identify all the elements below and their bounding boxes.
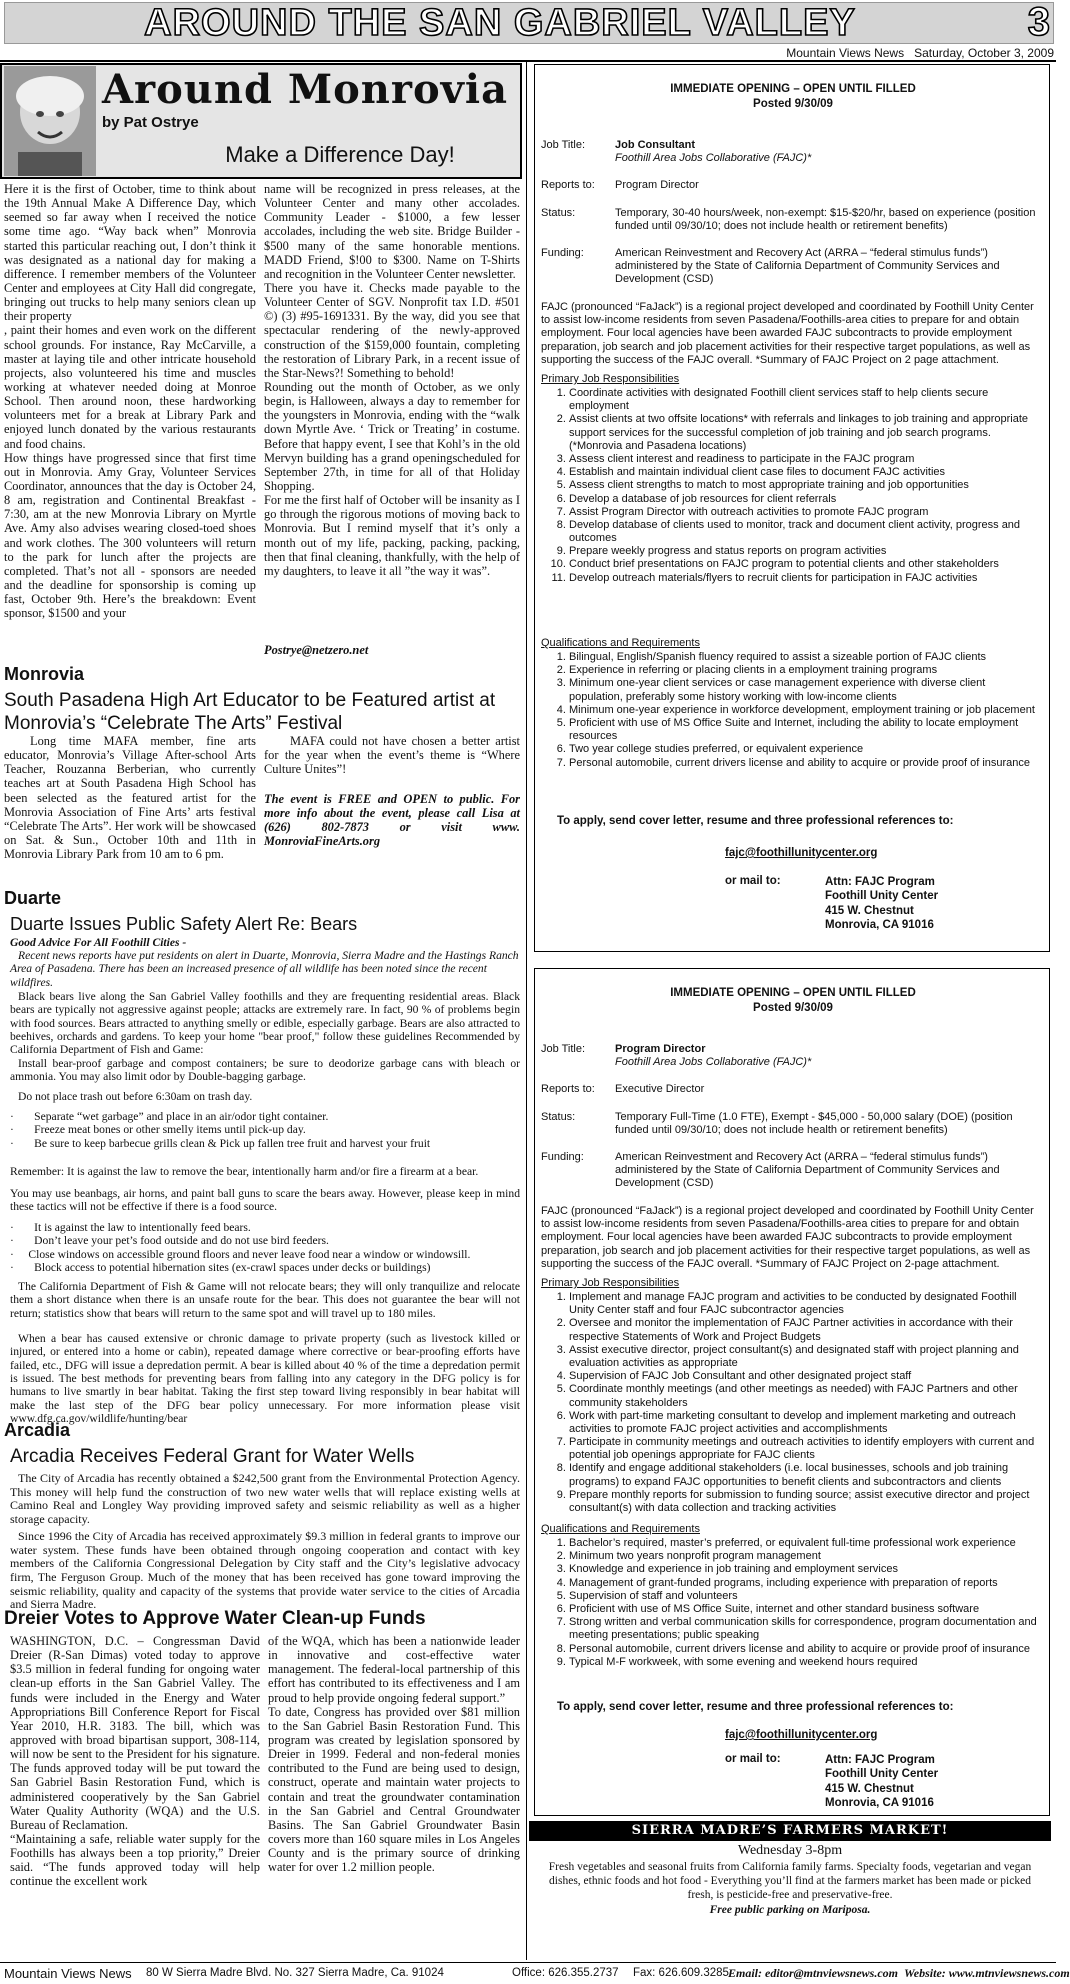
farmers-market-title: SIERRA MADRE’S FARMERS MARKET! bbox=[529, 1821, 1051, 1841]
dreier-text-2: of the WQA, which has been a nationwide leader in innovative and cost-effective water management. The federal-local partnership of this effort has contributed to its effectiveness and I am proud to help provide ongoing federal support.” To date, Congress has provided over $81 million to the San Gabriel Basin Restoration Fund. This program was created by legislation sponsored by Dreier in 1999. Federal and non-federal monies contributed to the Fund are being used to design, construct, operate and maintain water projects to contain and treat the groundwater contamination in the San Gabriel and Central Groundwater Basins. The San Gabriel Groundwater Basin covers more than 160 square miles in Los Angeles County and is the primary source of drinking water for over 1.2 million people. bbox=[268, 1634, 520, 1875]
arcadia-headline: Arcadia Receives Federal Grant for Water Wells bbox=[10, 1446, 415, 1467]
section-monrovia: Monrovia bbox=[4, 664, 85, 684]
list-item: · Separate “wet garbage” and place in an air/odor tight container. bbox=[10, 1110, 329, 1123]
list-item: 3. Knowledge and experience in job training and employment services bbox=[569, 1563, 1041, 1576]
issue-date: Saturday, October 3, 2009 bbox=[914, 46, 1054, 60]
qualifications-heading: Qualifications and Requirements bbox=[541, 637, 700, 649]
list-item: 2. Minimum two years nonprofit program management bbox=[569, 1550, 1041, 1563]
page-footer bbox=[0, 1962, 1070, 1982]
reports-to-row: Reports to: Program Director bbox=[541, 179, 699, 191]
bear-paragraph-1: Black bears live along the San Gabriel Valley foothills and they are frequenting residential areas. Black bears are typically not aggressive against people; attacks are extremely rare. In fact, 90 % of problems begin with food sources. Bears attracted to anything smelly or edible, especially garbage. Bears are also attracted to beehives, orchards and gardens. To keep your home "bear proof," follow these guidelines Recommended by California Department of Fish and Game: bbox=[10, 990, 520, 1057]
section-arcadia: Arcadia bbox=[4, 1420, 71, 1440]
footer-email-link[interactable]: editor@mtnviewsnews.com bbox=[765, 1966, 898, 1980]
list-item: 5. Supervision of staff and volunteers bbox=[569, 1590, 1041, 1603]
job-title-row: Job Title: Job Consultant Foothill Area Jobs Collaborative (FAJC)* bbox=[541, 139, 812, 165]
list-item: 9. Typical M-F workweek, with some evening and weekend hours required bbox=[569, 1656, 1041, 1669]
bear-paragraph-6: The California Department of Fish & Game will not relocate bears; they will only tranquilize and relocate them a short distance when there is an unsafe route for the bear. This does not guarantee the bear will not return; statistics show that bears will return to the same spot and will travel up to 180 miles. bbox=[10, 1280, 520, 1320]
art-educator-text-1: Long time MAFA member, fine arts educator, Monrovia’s Village After-school Arts Teacher, Rouzanna Berberian, who currently teaches art at South Pasadena High School has been selected as the featured artist for the Monrovia Association of Fine Arts’ arts festival “Celebrate The Arts”. Her work will be showcased on Sat. & Sun., October 10th and 11th in Monrovia Library Park from 10 am to 6 pm. bbox=[4, 734, 256, 862]
bear-paragraph-7: When a bear has caused extensive or chronic damage to private property (such as livestock killed or injured, or entered into a home or cabin), repeated damage where corrective or bear-proofing efforts have failed, etc., DFG will issue a depredation permit. A bear is killed about 40 % of the time a depredation permit is issued. The best methods for preventing bears from falling into any category in the DFG policy is for humans to live smartly in bear habitat. Taking the first step toward living responsibly in bear habitat will make the last step of the DFG bear policy unnecessary. For more information please visit www.dfg.ca.gov/wildlife/hunting/bear bbox=[10, 1332, 520, 1425]
monrovia-column-text-2: name will be recognized in press releases, at the Volunteer Center and many other accolades. Community Leader - $1000, a few lesser accolades, including the web site. Bridge Builder - $500 many of the same honorable mentions. MADD Friend, $!00 to $300. Name on T-Shirts and recognition in the Volunteer Center newsletter. There you have it. Checks made payable to the Volunteer Center of SGV. Nonprofit tax I.D. #501 ©) (3) #95-1691331. By the way, did you see that spectacular rendering of the newly-approved construction of the $159,000 fountain, completing the restoration of Library Park, in a recent issue of the Star-News?! Something to behold! Rounding out the month of October, as we only begin, is Halloween, always a day to remember for the youngsters in Monrovia, ending with the “walk down Myrtle Ave. ‘ Trick or Treating’ in costume. Before that happy event, I see that Kohl’s in the old Mervyn building has a grand openingscheduled for September 27th, in time for all of that Holiday Shopping. For me the first half of October will be insanity as I go through the rigorous motions of moving back to Monrovia. But I remind myself that it’s only a month out of my life, packing, packing, packing, then that final cleaning, thankfully, with the help of my daughters, to leave it all ”the way it was”. bbox=[264, 182, 520, 578]
footer-fax: Fax: 626.609.3285 bbox=[633, 1967, 729, 1979]
list-item: 3. Minimum one-year client services or case management experience with diverse client population, preferably some history working with low-income clients bbox=[569, 677, 1041, 703]
list-item: 3. Assist executive director, project consultant(s) and designated staff with project planning and evaluation activities as appropriate bbox=[569, 1344, 1041, 1370]
bear-paragraph-5: You may use beanbags, air horns, and paint ball guns to scare the bears away. However, please keep in mind these tactics will not be effective if there is a food source. bbox=[10, 1187, 520, 1214]
list-item: 8. Identify and engage additional stakeholders (i.e. local businesses, schools and job training programs) to expand FAJC opportunities to benefit clients and subcontractors and clients bbox=[569, 1462, 1041, 1488]
bear-paragraph-4: Remember: It is against the law to remove the bear, intentionally harm and/or fire a firearm at a bear. bbox=[10, 1165, 479, 1178]
list-item: · Be sure to keep barbecue grills clean & Pick up fallen tree fruit and harvest your fruit bbox=[10, 1136, 431, 1150]
column-byline: by Pat Ostrye bbox=[102, 114, 199, 131]
job-title-row: Job Title: Program Director Foothill Area Jobs Collaborative (FAJC)* bbox=[541, 1043, 812, 1069]
list-item: · Don’t leave your pet’s food outside and do not use bird feeders. bbox=[10, 1234, 329, 1248]
footer-website-link[interactable]: www.mtnviewsnews.com bbox=[948, 1966, 1070, 1980]
arcadia-paragraph-2: Since 1996 the City of Arcadia has received approximately $9.3 million in federal grants to improve our water system. These funds have been obtained through ongoing cooperation and contact with key members of the California Congressional Delegation by City staff and the City’s legislative advocacy firm, The Ferguson Group. Much of the money that has been received has gone toward improving the seismic reliability, quality and capacity of the systems that provide water service to the cities of Arcadia and Sierra Madre. bbox=[10, 1529, 520, 1612]
list-item: 6. Work with part-time marketing consultant to develop and implement marketing and outreach activities to promote FAJC project activities and accomplishments bbox=[569, 1410, 1041, 1436]
list-item: 2. Assist clients at two offsite locations* with referrals and linkages to job training and appropriate support services for the successful completion of job training and job search programs. (*Monrovia and Pasadena locations) bbox=[569, 413, 1041, 453]
list-item: 7. Personal automobile, current drivers license and ability to acquire or provide proof of insurance bbox=[569, 757, 1041, 770]
footer-office: Office: 626.355.2737 bbox=[512, 1967, 619, 1979]
section-duarte: Duarte bbox=[4, 888, 62, 908]
farmers-market-parking: Free public parking on Mariposa. bbox=[709, 1904, 871, 1916]
monrovia-column-text-1: Here it is the first of October, time to think about the 19th Annual Make A Difference Day, which seemed so far away when I received the notice some time ago. “Way back when” Monrovia started this particular reaching out, I don’t think it was designated as a national day for making a difference. I remember members of the Volunteer Center and employees at City Hall did congregate, bringing out trucks to help many seniors clean up their property , paint their homes and even work on the different school grounds. For instance, Ray McCarville, a master at laying tile and other intricate household projects, also volunteered his time and muscles working at whatever needed doing at Monroe School. Then around noon, these hardworking volunteers met for a break at Library Park and enjoyed lunch donated by the various restaurants and food chains. How things have progressed since that first time out in Monrovia. Amy Gray, Volunteer Services Coordinator, announces that the day is October 24, 8 am, registration and Continental Breakfast - 7:30, am at the new Monrovia Library on Myrtle Ave. Amy also advises wearing closed-toed shoes and work clothes. The 300 volunteers will return to the park for lunch after the projects are completed. That’s not all - sponsors are needed and the deadline for sponsorship is coming up fast, October 9th. Here’s the breakdown: Event sponsor, $1500 and your bbox=[4, 182, 256, 621]
list-item: · Block access to potential hibernation sites (ex-crawl spaces under decks or buildings) bbox=[10, 1260, 431, 1274]
list-item: 3. Assess client interest and readiness to participate in the FAJC program bbox=[569, 453, 1041, 466]
list-item: 5. Assess client strengths to match to most appropriate training and job opportunities bbox=[569, 479, 1041, 492]
list-item: 1. Coordinate activities with designated Foothill client services staff to help clients secure employment bbox=[569, 387, 1041, 413]
list-item: 9. Prepare weekly progress and status reports on program activities bbox=[569, 545, 1041, 558]
or-mail-label: or mail to: bbox=[725, 1753, 781, 1765]
job-title: Program Director bbox=[615, 1043, 706, 1055]
column-divider bbox=[526, 62, 527, 1960]
bear-paragraph-3: Do not place trash out before 6:30am on trash day. bbox=[18, 1090, 253, 1103]
apply-email-link[interactable]: fajc@foothillunitycenter.org bbox=[725, 1729, 878, 1741]
list-item: 1. Bachelor’s required, master’s preferred, or equivalent full-time professional work experience bbox=[569, 1537, 1041, 1550]
ad-posted: Posted 9/30/09 bbox=[753, 1002, 833, 1014]
apply-email-link[interactable]: fajc@foothillunitycenter.org bbox=[725, 847, 878, 859]
list-item: 7. Strong written and verbal communication skills for correspondence, program documentation and meeting presentations; public speaking bbox=[569, 1616, 1041, 1642]
list-item: 6. Two year college studies preferred, or equivalent experience bbox=[569, 743, 1041, 756]
list-item: 4. Minimum one-year experience in workforce development, employment training or job placement bbox=[569, 704, 1041, 717]
art-event-info: The event is FREE and OPEN to public. For more info about the event, please call Lisa at (626) 802-7873 or visit www. MonroviaFineArts.org bbox=[264, 792, 520, 849]
funding-row: Funding: American Reinvestment and Recovery Act (ARRA – “federal stimulus funds”) administered by the State of California Department of Community Services and Development (CSD) bbox=[541, 247, 1000, 286]
list-item: 6. Proficient with use of MS Office Suite, internet and other standard business software bbox=[569, 1603, 1041, 1616]
responsibilities-heading: Primary Job Responsibilities bbox=[541, 373, 680, 385]
dreier-headline: Dreier Votes to Approve Water Clean-up Funds bbox=[4, 1608, 426, 1629]
header-rule bbox=[0, 60, 1056, 62]
list-item: 7. Participate in community meetings and outreach activities to identify employers with current and potential job openings appropriate for FAJC clients bbox=[569, 1436, 1041, 1462]
list-item: 2. Oversee and monitor the implementation of FAJC Partner activities in accordance with their respective Statements of Work and Project Budgets bbox=[569, 1317, 1041, 1343]
list-item: 5. Proficient with use of MS Office Suite and Internet, including the ability to locate employment resources bbox=[569, 717, 1041, 743]
masthead-line bbox=[740, 46, 1054, 60]
footer-address: 80 W Sierra Madre Blvd. No. 327 Sierra Madre, Ca. 91024 bbox=[146, 1967, 444, 1979]
list-item: 2. Experience in referring or placing clients in a employment training programs bbox=[569, 664, 1041, 677]
apply-instructions: To apply, send cover letter, resume and three professional references to: bbox=[557, 1701, 954, 1713]
or-mail-label: or mail to: bbox=[725, 875, 781, 887]
funding-row: Funding: American Reinvestment and Recovery Act (ARRA – “federal stimulus funds”) administered by the State of California Department of Community Services and Development (CSD) bbox=[541, 1151, 1000, 1190]
job-title: Job Consultant bbox=[615, 139, 696, 151]
list-item: 5. Coordinate monthly meetings (and other meetings as needed) with FAJC Partners and other community stakeholders bbox=[569, 1383, 1041, 1409]
ad-title: IMMEDIATE OPENING – OPEN UNTIL FILLED bbox=[670, 83, 916, 95]
responsibilities-heading: Primary Job Responsibilities bbox=[541, 1277, 680, 1289]
list-item: 9. Prepare monthly reports for submission to funding source; assist executive director and project consultant(s) with data collection and tracking activities bbox=[569, 1489, 1041, 1515]
qualifications-list bbox=[541, 1537, 1041, 1669]
responsibilities-list bbox=[541, 387, 1041, 585]
list-item: 10. Conduct brief presentations on FAJC program to potential clients and other stakeholders bbox=[569, 558, 1041, 571]
list-item: 11. Develop outreach materials/flyers to recruit clients for participation in FAJC activities bbox=[569, 572, 1041, 585]
reports-to-row: Reports to: Executive Director bbox=[541, 1083, 705, 1095]
list-item: 1. Bilingual, English/Spanish fluency required to assist a sizeable portion of FAJC clients bbox=[569, 651, 1041, 664]
list-item: 8. Develop database of clients used to monitor, track and document client activity, progress and outcomes bbox=[569, 519, 1041, 545]
column-subtitle: Make a Difference Day! bbox=[225, 142, 455, 167]
program-description: FAJC (pronounced “FaJack”) is a regional project developed and coordinated by Foothill Unity Center to assist low-income residents from seven Pasadena/Foothills-area cities to prepare for and obtain employment. Four local agencies have been awarded FAJC subcontracts to provide employment preparation, job search and job placement activities for their respective target populations, as well as supporting the success of the FAJC overall. *Summary of FAJC Project on 2 page attachment. bbox=[541, 301, 1034, 366]
art-educator-headline: South Pasadena High Art Educator to be Featured artist at Monrovia’s “Celebrate The Arts” Festival bbox=[4, 690, 496, 734]
footer-contact: Email: editor@mtnviewsnews.com Website: www.mtnviewsnews.com bbox=[728, 1966, 1070, 1980]
list-item: 4. Management of grant-funded programs, including experience with preparation of reports bbox=[569, 1577, 1041, 1590]
status-row: Status: Temporary, 30-40 hours/week, non-exempt: $15-$20/hr, based on experience (position funded until 09/30/10; does not include health or retirement benefits) bbox=[541, 207, 1036, 233]
program-description: FAJC (pronounced “FaJack”) is a regional project developed and coordinated by Foothill Unity Center to assist low-income residents from seven Pasadena/Foothills-area cities to prepare for and obtain employment. Four local agencies have been awarded FAJC subcontracts to provide employment preparation, job search and job placement activities for their respective target populations, as well as supporting the success of the FAJC overall. *Summary of FAJC Project on 2-page attachment. bbox=[541, 1205, 1034, 1270]
section-title: AROUND THE SAN GABRIEL VALLEY bbox=[144, 2, 856, 44]
bear-list-2 bbox=[10, 1221, 520, 1274]
column-title: Around Monrovia bbox=[102, 66, 508, 113]
paper-name: Mountain Views News bbox=[786, 46, 905, 60]
dreier-text-1: WASHINGTON, D.C. – Congressman David Dreier (R-San Dimas) voted today to approve $3.5 million in federal funding for ongoing water clean-up efforts in the San Gabriel Valley. The funds were included in the Energy and Water Appropriations Bill Conference Report for Fiscal Year 2010, H.R. 3183. The bill, which was approved with broad bipartisan support, 308-114, will now be sent to the President for his signature. The funds approved today will be put toward the San Gabriel Basin Restoration Fund, which is administered cooperatively by the San Gabriel Water Quality Authority (WQA) and the U.S. Bureau of Reclamation. “Maintaining a safe, reliable water supply for the Foothills has always been a top priority,” Dreier said. “The funds approved today will help continue the excellent work bbox=[10, 1634, 260, 1889]
list-item: 6. Develop a database of job resources for client referrals bbox=[569, 493, 1041, 506]
farmers-market-hours: Wednesday 3-8pm bbox=[737, 1843, 843, 1858]
bear-alert-headline: Duarte Issues Public Safety Alert Re: Bears bbox=[10, 914, 358, 934]
job-ad-program-director bbox=[534, 968, 1050, 1816]
arcadia-paragraph-1: The City of Arcadia has recently obtained a $242,500 grant from the Environmental Protection Agency. This money will help fund the construction of two new water wells that will replace existing wells at Camino Real and Longley Way providing improved safety and seismic reliability as well as a higher storage capacity. bbox=[10, 1471, 520, 1527]
bear-intro: Recent news reports have put residents on alert in Duarte, Monrovia, Sierra Madre and the Hastings Ranch Area of Pasadena. There has been an increased presence of all wildlife has been noted since the recent wildfires. bbox=[10, 949, 519, 989]
list-item: 4. Establish and maintain individual client case files to document FAJC activities bbox=[569, 466, 1041, 479]
job-ad-job-consultant bbox=[534, 64, 1050, 952]
list-item: 8. Personal automobile, current drivers license and ability to acquire or provide proof of insurance bbox=[569, 1643, 1041, 1656]
farmers-market-description: Fresh vegetables and seasonal fruits from California family farms. Specialty foods, vegetarian and vegan dishes, ethnic foods and hot food - Everything you’ll find at the farmers market has been made or picked fresh, is pesticide-free and preservative-free. bbox=[548, 1861, 1032, 1901]
list-item: 4. Supervision of FAJC Job Consultant and other designated project staff bbox=[569, 1370, 1041, 1383]
ad-title: IMMEDIATE OPENING – OPEN UNTIL FILLED bbox=[670, 987, 916, 999]
columnist-portrait bbox=[4, 66, 96, 176]
art-educator-text-2: MAFA could not have chosen a better artist for the year when the event’s theme is “Where Culture Unites”! bbox=[264, 734, 520, 777]
columnist-email: Postrye@netzero.net bbox=[264, 643, 369, 657]
qualifications-heading: Qualifications and Requirements bbox=[541, 1523, 700, 1535]
mailing-address: Attn: FAJC Program Foothill Unity Center 415 W. Chestnut Monrovia, CA 91016 bbox=[825, 1754, 939, 1810]
ad-posted: Posted 9/30/09 bbox=[753, 98, 833, 110]
bear-paragraph-2: Install bear-proof garbage and compost containers; be sure to deodorize garbage cans with bleach or ammonia. You may also limit odor by Double-bagging garbage. bbox=[10, 1057, 520, 1084]
responsibilities-list bbox=[541, 1291, 1041, 1515]
qualifications-list bbox=[541, 651, 1041, 770]
list-item: 7. Assist Program Director with outreach activities to promote FAJC program bbox=[569, 506, 1041, 519]
list-item: · Close windows on accessible ground floors and never leave food near a window or windowsill. bbox=[10, 1247, 471, 1261]
apply-instructions: To apply, send cover letter, resume and three professional references to: bbox=[557, 815, 954, 827]
footer-paper: Mountain Views News bbox=[4, 1966, 132, 1981]
bear-kicker: Good Advice For All Foothill Cities - bbox=[10, 936, 187, 949]
page-number: 3 bbox=[1027, 0, 1050, 44]
list-item: 1. Implement and manage FAJC program and activities to be conducted by designated Foothill Unity Center staff and four FAJC subcontractor agencies bbox=[569, 1291, 1041, 1317]
bear-list-1 bbox=[10, 1110, 520, 1150]
mailing-address: Attn: FAJC Program Foothill Unity Center 415 W. Chestnut Monrovia, CA 91016 bbox=[825, 876, 939, 932]
status-row: Status: Temporary Full-Time (1.0 FTE), Exempt - $45,000 - 50,000 salary (DOE) (position funded until 09/30/10; does not include health or retirement benefits) bbox=[541, 1111, 1013, 1137]
list-item: · Freeze meat bones or other smelly items until pick-up day. bbox=[10, 1123, 306, 1137]
list-item: · It is against the law to intentionally feed bears. bbox=[10, 1221, 251, 1234]
